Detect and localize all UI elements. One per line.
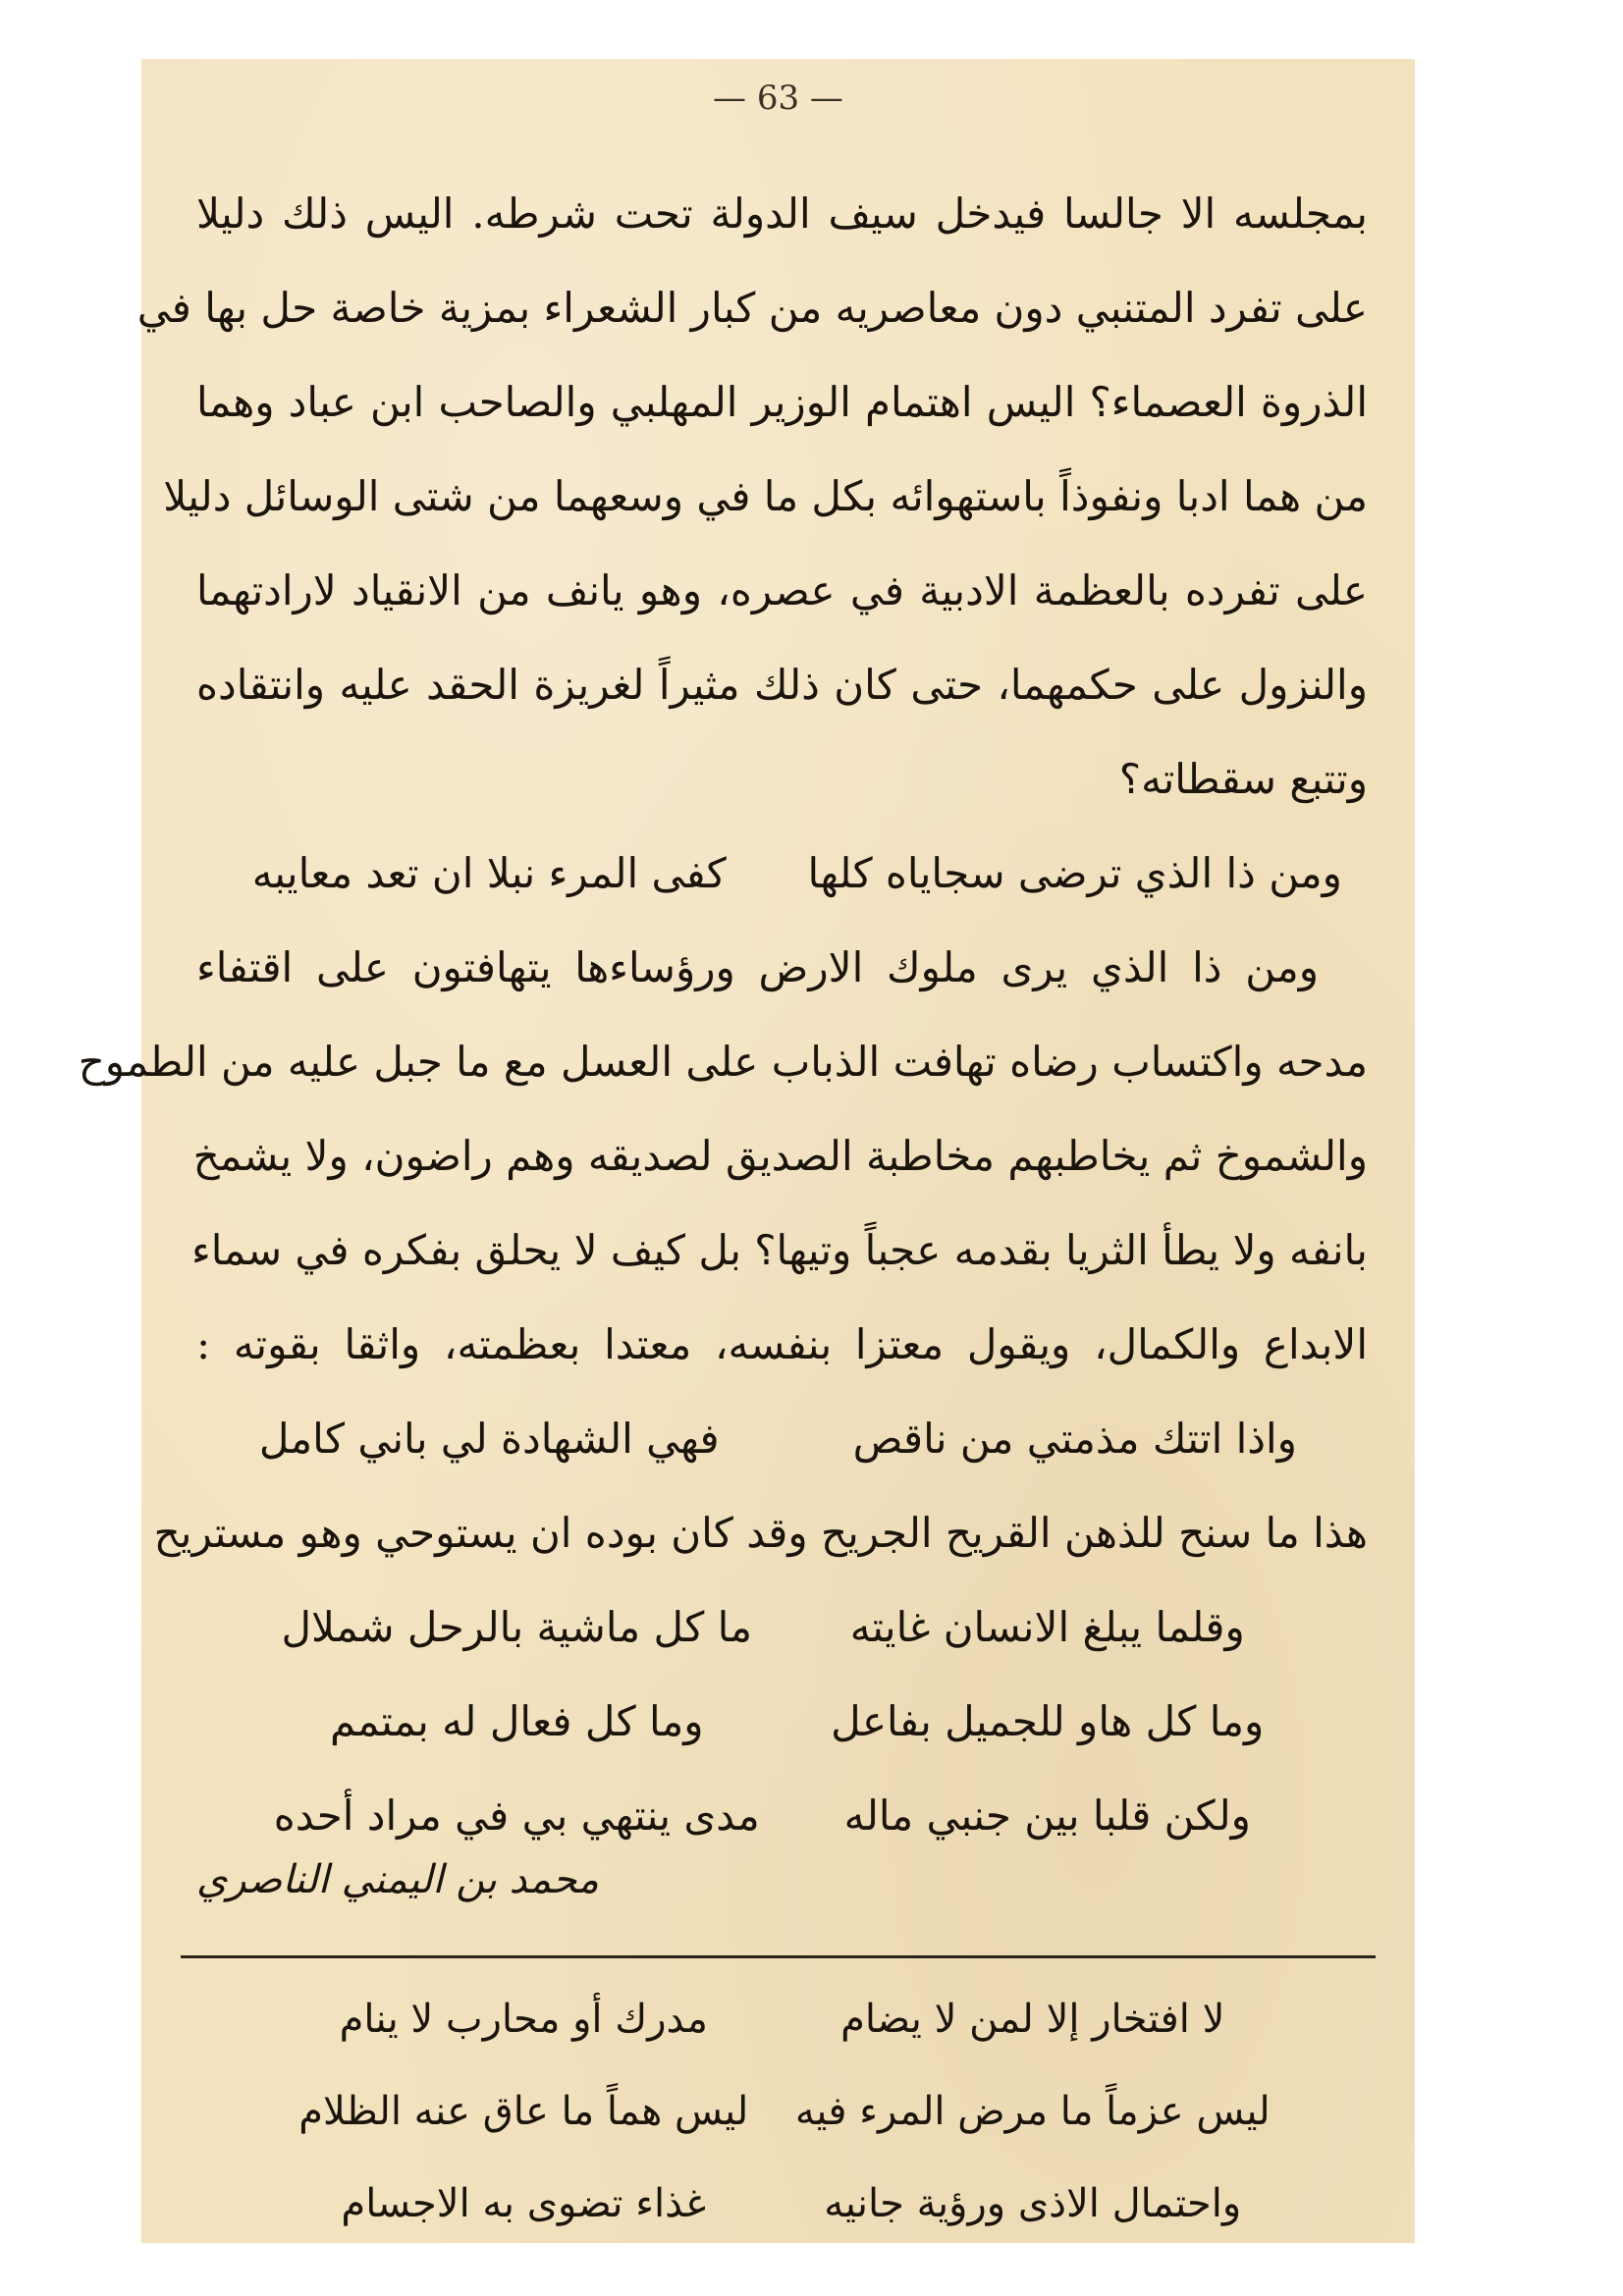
text-line: وتتبع سقطاته؟ — [1118, 755, 1368, 803]
text-line: ومن ذا الذي يرى ملوك الارض ورؤساءها يتهافتون على اقتفاء — [196, 943, 1319, 991]
verse-second-hemistich: غذاء تضوى به الاجسام — [341, 2181, 707, 2226]
text-line: الابداع والكمال، ويقول معتزا بنفسه، معتدا بعظمته، واثقا بقوته : — [196, 1320, 1368, 1368]
verse-second-hemistich: كفى المرء نبلا ان تعد معايبه — [251, 849, 727, 897]
verse-second-hemistich: ليس هماً ما عاق عنه الظلام — [298, 2089, 749, 2134]
verse-first-hemistich: ومن ذا الذي ترضى سجاياه كلها — [807, 849, 1342, 897]
main-text — [78, 167, 1368, 1863]
text-line: بمجلسه الا جالسا فيدخل سيف الدولة تحت شرطه. اليس ذلك دليلا — [196, 189, 1368, 238]
text-line: هذا ما سنح للذهن القريح الجريح وقد كان بوده ان يستوحي وهو مستريح — [153, 1509, 1368, 1557]
verse-second-hemistich: وما كل فعال له بمتمم — [329, 1697, 704, 1745]
text-line: على تفرد المتنبي دون معاصريه من كبار الشعراء بمزية خاصة حل بها في — [136, 284, 1368, 332]
text-line: مدحه واكتساب رضاه تهافت الذباب على العسل مع ما جبل عليه من الطموح — [78, 1038, 1368, 1086]
text-line: بانفه ولا يطأ الثريا بقدمه عجباً وتيها؟ بل كيف لا يحلق بفكره في سماء — [191, 1226, 1368, 1274]
verse-line — [269, 2158, 1287, 2250]
text-line: والشموخ ثم يخاطبهم مخاطبة الصديق لصديقه وهم راضون، ولا يشمخ — [192, 1132, 1368, 1180]
verse-second-hemistich: مدرك أو محارب لا ينام — [339, 1997, 708, 2042]
verse-first-hemistich: واحتمال الاذى ورؤية جانيه — [824, 2181, 1242, 2226]
page-number: — 63 — — [713, 79, 843, 118]
verse-line — [196, 1392, 1368, 1486]
verse-second-hemistich: فهي الشهادة لي باني كامل — [258, 1415, 720, 1463]
verse-first-hemistich: ليس عزماً ما مرض المرء فيه — [794, 2089, 1271, 2134]
scanned-page — [78, 59, 1415, 2243]
verse-line — [269, 2065, 1287, 2158]
text-line: الذروة العصماء؟ اليس اهتمام الوزير المهلبي والصاحب ابن عباد وهما — [196, 378, 1368, 426]
footer-verses — [269, 1973, 1287, 2250]
text-line: والنزول على حكمهما، حتى كان ذلك مثيراً لغريزة الحقد عليه وانتقاده — [196, 661, 1368, 709]
verse-first-hemistich: ولكن قلبا بين جنبي ماله — [843, 1791, 1251, 1840]
verse-first-hemistich: واذا اتتك مذمتي من ناقص — [852, 1415, 1297, 1463]
divider-rule — [181, 1955, 1376, 1958]
verse-line — [269, 1973, 1287, 2065]
verse-line — [196, 827, 1368, 921]
verse-second-hemistich: مدى ينتهي بي في مراد أحده — [273, 1791, 760, 1840]
verse-first-hemistich: لا افتخار إلا لمن لا يضام — [840, 1997, 1225, 2042]
verse-first-hemistich: وما كل هاو للجميل بفاعل — [831, 1697, 1265, 1745]
verse-line — [196, 1675, 1368, 1769]
verse-first-hemistich: وقلما يبلغ الانسان غايته — [849, 1603, 1245, 1651]
author-signature: محمد بن اليمني الناصري — [196, 1857, 599, 1902]
text-line: على تفرده بالعظمة الادبية في عصره، وهو يانف من الانقياد لارادتهما — [196, 566, 1368, 614]
verse-line — [196, 1580, 1368, 1675]
text-line: من هما ادبا ونفوذاً باستهوائه بكل ما في وسعهما من شتى الوسائل دليلا — [163, 472, 1368, 520]
verse-second-hemistich: ما كل ماشية بالرحل شملال — [281, 1603, 752, 1651]
